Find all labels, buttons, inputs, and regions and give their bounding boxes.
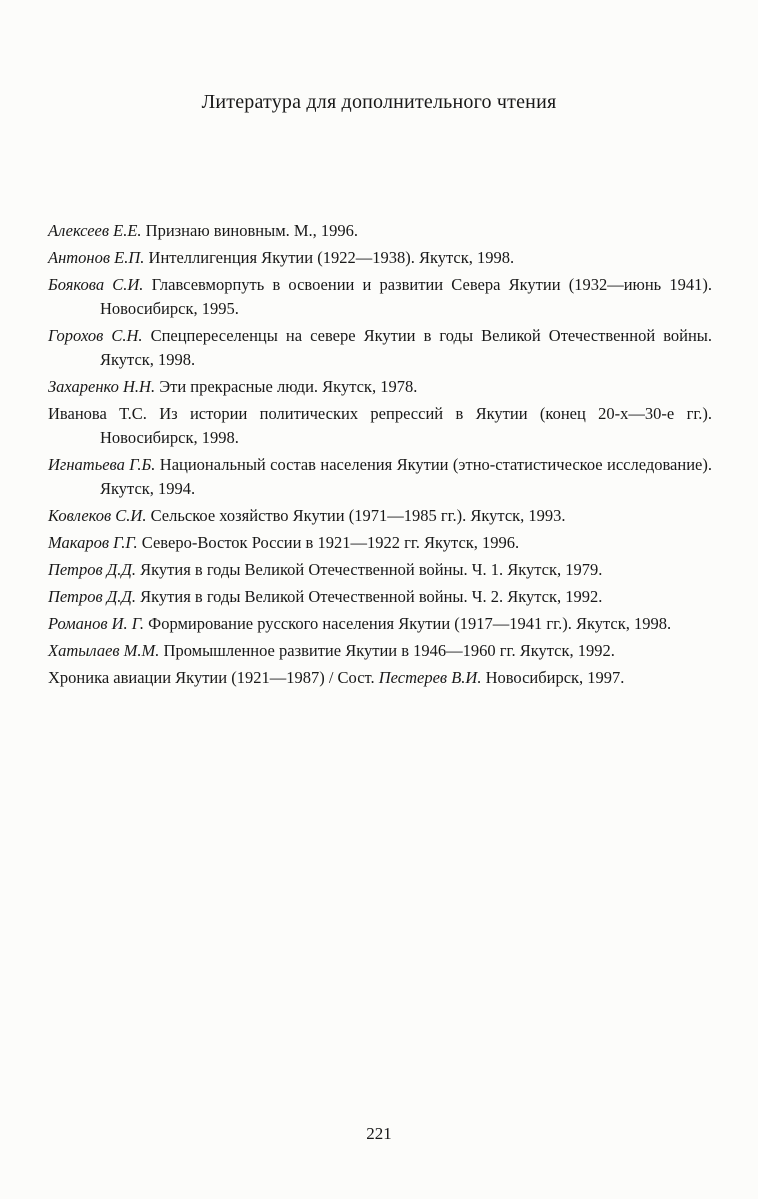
page-title: Литература для дополнительного чтения — [201, 91, 557, 113]
entry-text: Якутия в годы Великой Отечественной войны. Ч. 2. Якутск, 1992. — [135, 587, 603, 606]
entry-author: Петров Д.Д. — [48, 587, 136, 606]
bibliography-entry — [48, 612, 712, 636]
entry-text: Промышленное развитие Якутии в 1946—1960 гг. Якутск, 1992. — [159, 641, 615, 660]
bibliography-entry — [48, 219, 712, 243]
entry-text: Признаю виновным. М., 1996. — [141, 221, 359, 240]
bibliography-entry — [48, 324, 712, 372]
bibliography-entry — [48, 558, 712, 582]
entry-author: Романов И. Г. — [48, 614, 145, 633]
bibliography-entry — [48, 453, 712, 501]
bibliography-entry — [48, 585, 712, 609]
bibliography-entry — [48, 246, 712, 270]
entry-text: Главсевморпуть в освоении и развитии Севера Якутии (1932—июнь 1941). Новосибирск, 1995. — [100, 275, 713, 318]
bibliography-entry — [48, 639, 712, 663]
entry-text: Новосибирск, 1997. — [481, 668, 625, 687]
bibliography-entry — [48, 273, 712, 321]
bibliography-entry — [48, 402, 712, 450]
entry-author: Макаров Г.Г. — [48, 533, 138, 552]
entry-text: Формирование русского населения Якутии (1917—1941 гг.). Якутск, 1998. — [144, 614, 672, 633]
entry-text: Хроника авиации Якутии (1921—1987) / Сост. — [48, 668, 379, 687]
entry-author: Ковлеков С.И. — [48, 506, 147, 525]
entry-text: Сельское хозяйство Якутии (1971—1985 гг.). Якутск, 1993. — [146, 506, 566, 525]
bibliography-entry — [48, 531, 712, 555]
entry-text: Якутия в годы Великой Отечественной войны. Ч. 1. Якутск, 1979. — [135, 560, 603, 579]
page-number: 221 — [366, 1124, 392, 1143]
entry-author: Боякова С.И. — [48, 275, 144, 294]
entry-text: Эти прекрасные люди. Якутск, 1978. — [155, 377, 418, 396]
entry-text: Интеллигенция Якутии (1922—1938). Якутск, 1998. — [144, 248, 515, 267]
entry-text: Иванова Т.С. Из истории политических репрессий в Якутии (конец 20-х—30-е гг.). Новосибирск, 1998. — [48, 404, 712, 447]
entry-author: Антонов Е.П. — [48, 248, 145, 267]
entry-author: Захаренко Н.Н. — [48, 377, 156, 396]
bibliography-list — [48, 219, 712, 693]
bibliography-entry — [48, 504, 712, 528]
entry-text: Национальный состав населения Якутии (этно-статистическое исследование). Якутск, 1994. — [100, 455, 712, 498]
bibliography-entry — [48, 375, 712, 399]
entry-author: Петров Д.Д. — [48, 560, 136, 579]
entry-author: Алексеев Е.Е. — [48, 221, 142, 240]
entry-author: Игнатьева Г.Б. — [48, 455, 156, 474]
bibliography-entry — [48, 666, 712, 690]
entry-author: Хатылаев М.М. — [48, 641, 160, 660]
entry-text: Спецпереселенцы на севере Якутии в годы Великой Отечественной войны. Якутск, 1998. — [100, 326, 713, 369]
entry-author: Пестерев В.И. — [378, 668, 482, 687]
entry-text: Северо-Восток России в 1921—1922 гг. Якутск, 1996. — [137, 533, 520, 552]
entry-author: Горохов С.Н. — [48, 326, 143, 345]
